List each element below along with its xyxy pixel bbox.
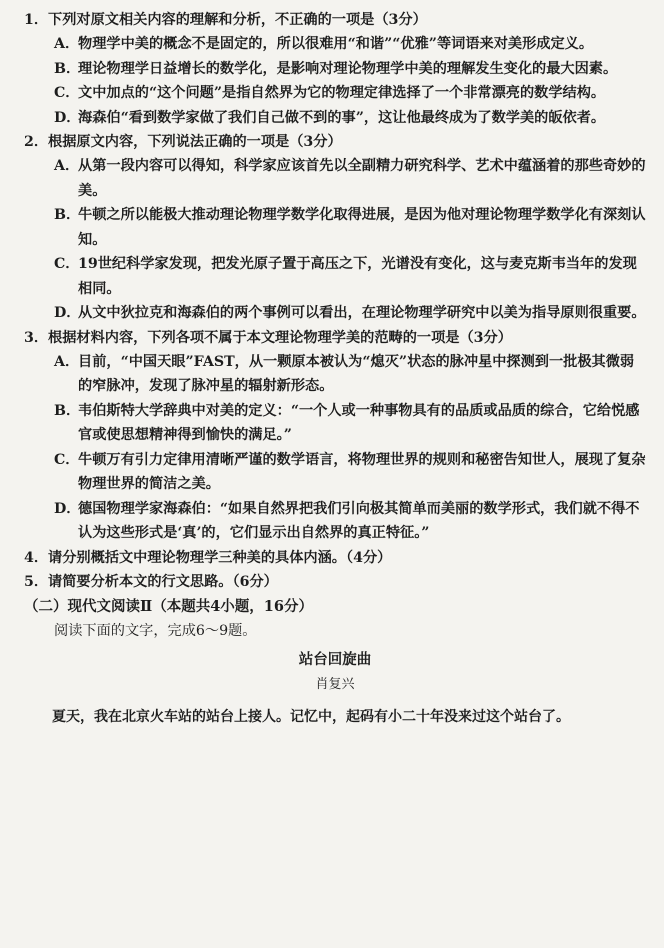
option-text: 牛顿万有引力定律用清晰严谨的数学语言，将物理世界的规则和秘密告知世人，展现了复杂物理世界的简洁之美。 xyxy=(78,451,646,492)
option-text: 物理学中美的概念不是固定的，所以很难用“和谐”“优雅”等词语来对美形成定义。 xyxy=(78,36,594,52)
option-text: 文中加点的“这个问题”是指自然界为它的物理定律选择了一个非常漂亮的数学结构。 xyxy=(78,85,606,101)
story-title: 站台回旋曲 xyxy=(298,650,372,668)
option-letter: C． xyxy=(54,451,80,468)
question-stem: 2．根据原文内容，下列说法正确的一项是（3分） xyxy=(24,134,342,150)
question-1 xyxy=(24,8,646,130)
option-letter: A． xyxy=(54,158,80,174)
option-b xyxy=(24,203,646,252)
option-text: 理论物理学日益增长的数学化，是影响对理论物理学中美的理解发生变化的最大因素。 xyxy=(78,60,618,77)
option-a xyxy=(24,32,646,57)
option-d xyxy=(24,301,646,326)
option-letter: B． xyxy=(54,207,81,223)
question-stem: 1．下列对原文相关内容的理解和分析，不正确的一项是（3分） xyxy=(24,12,427,28)
question-2 xyxy=(24,130,646,326)
option-b xyxy=(24,57,646,82)
options-list xyxy=(24,350,646,546)
option-c xyxy=(24,448,646,497)
option-letter: A． xyxy=(54,36,80,52)
section-heading: （二）现代文阅读Ⅱ（本题共4小题，16分） xyxy=(24,597,313,615)
option-letter: C． xyxy=(54,85,80,101)
question-4: 4．请分别概括文中理论物理学三种美的具体内涵。（4分） xyxy=(24,549,392,566)
option-letter: D． xyxy=(54,109,81,126)
story-paragraph: 夏天，我在北京火车站的站台上接人。记忆中，起码有小二十年没来过这个站台了。 xyxy=(52,708,570,725)
option-c xyxy=(24,252,646,301)
option-letter: C． xyxy=(54,256,80,272)
option-d xyxy=(24,106,646,131)
reading-instruction: 阅读下面的文字，完成6～9题。 xyxy=(54,622,257,639)
option-c xyxy=(24,81,646,106)
option-a xyxy=(24,350,646,399)
question-5: 5．请简要分析本文的行文思路。（6分） xyxy=(24,573,278,590)
option-a xyxy=(24,154,646,203)
option-letter: B． xyxy=(54,402,81,419)
option-text: 从第一段内容可以得知，科学家应该首先以全副精力研究科学、艺术中蕴涵着的那些奇妙的美。 xyxy=(78,158,646,199)
option-text: 19世纪科学家发现，把发光原子置于高压之下，光谱没有变化，这与麦克斯韦当年的发现相同。 xyxy=(78,256,637,297)
story-author: 肖复兴 xyxy=(315,676,355,692)
option-letter: D． xyxy=(54,305,81,321)
option-letter: D． xyxy=(54,500,81,517)
option-text: 从文中狄拉克和海森伯的两个事例可以看出，在理论物理学研究中以美为指导原则很重要。 xyxy=(78,305,646,321)
question-stem: 3．根据材料内容，下列各项不属于本文理论物理学美的范畴的一项是（3分） xyxy=(24,329,512,346)
option-text: 牛顿之所以能极大推动理论物理学数学化取得进展，是因为他对理论物理学数学化有深刻认知。 xyxy=(78,207,646,248)
option-text: 海森伯“看到数学家做了我们自己做不到的事”，这让他最终成为了数学美的皈依者。 xyxy=(78,109,606,126)
option-b xyxy=(24,399,646,448)
options-list xyxy=(24,154,646,326)
question-3 xyxy=(24,326,646,546)
options-list xyxy=(24,32,646,130)
option-text: 目前，“中国天眼”FAST，从一颗原本被认为“熄灭”状态的脉冲星中探测到一批极其微弱的窄脉冲，发现了脉冲星的辐射新形态。 xyxy=(78,353,635,394)
option-text: 韦伯斯特大学辞典中对美的定义：“一个人或一种事物具有的品质或品质的综合，它给悦感官或使思想精神得到愉快的满足。” xyxy=(78,402,640,443)
option-letter: A． xyxy=(54,353,80,370)
option-d xyxy=(24,497,646,546)
option-text: 德国物理学家海森伯：“如果自然界把我们引向极其简单而美丽的数学形式，我们就不得不认为这些形式是‘真’的，它们显示出自然界的真正特征。” xyxy=(78,500,640,541)
option-letter: B． xyxy=(54,60,81,77)
